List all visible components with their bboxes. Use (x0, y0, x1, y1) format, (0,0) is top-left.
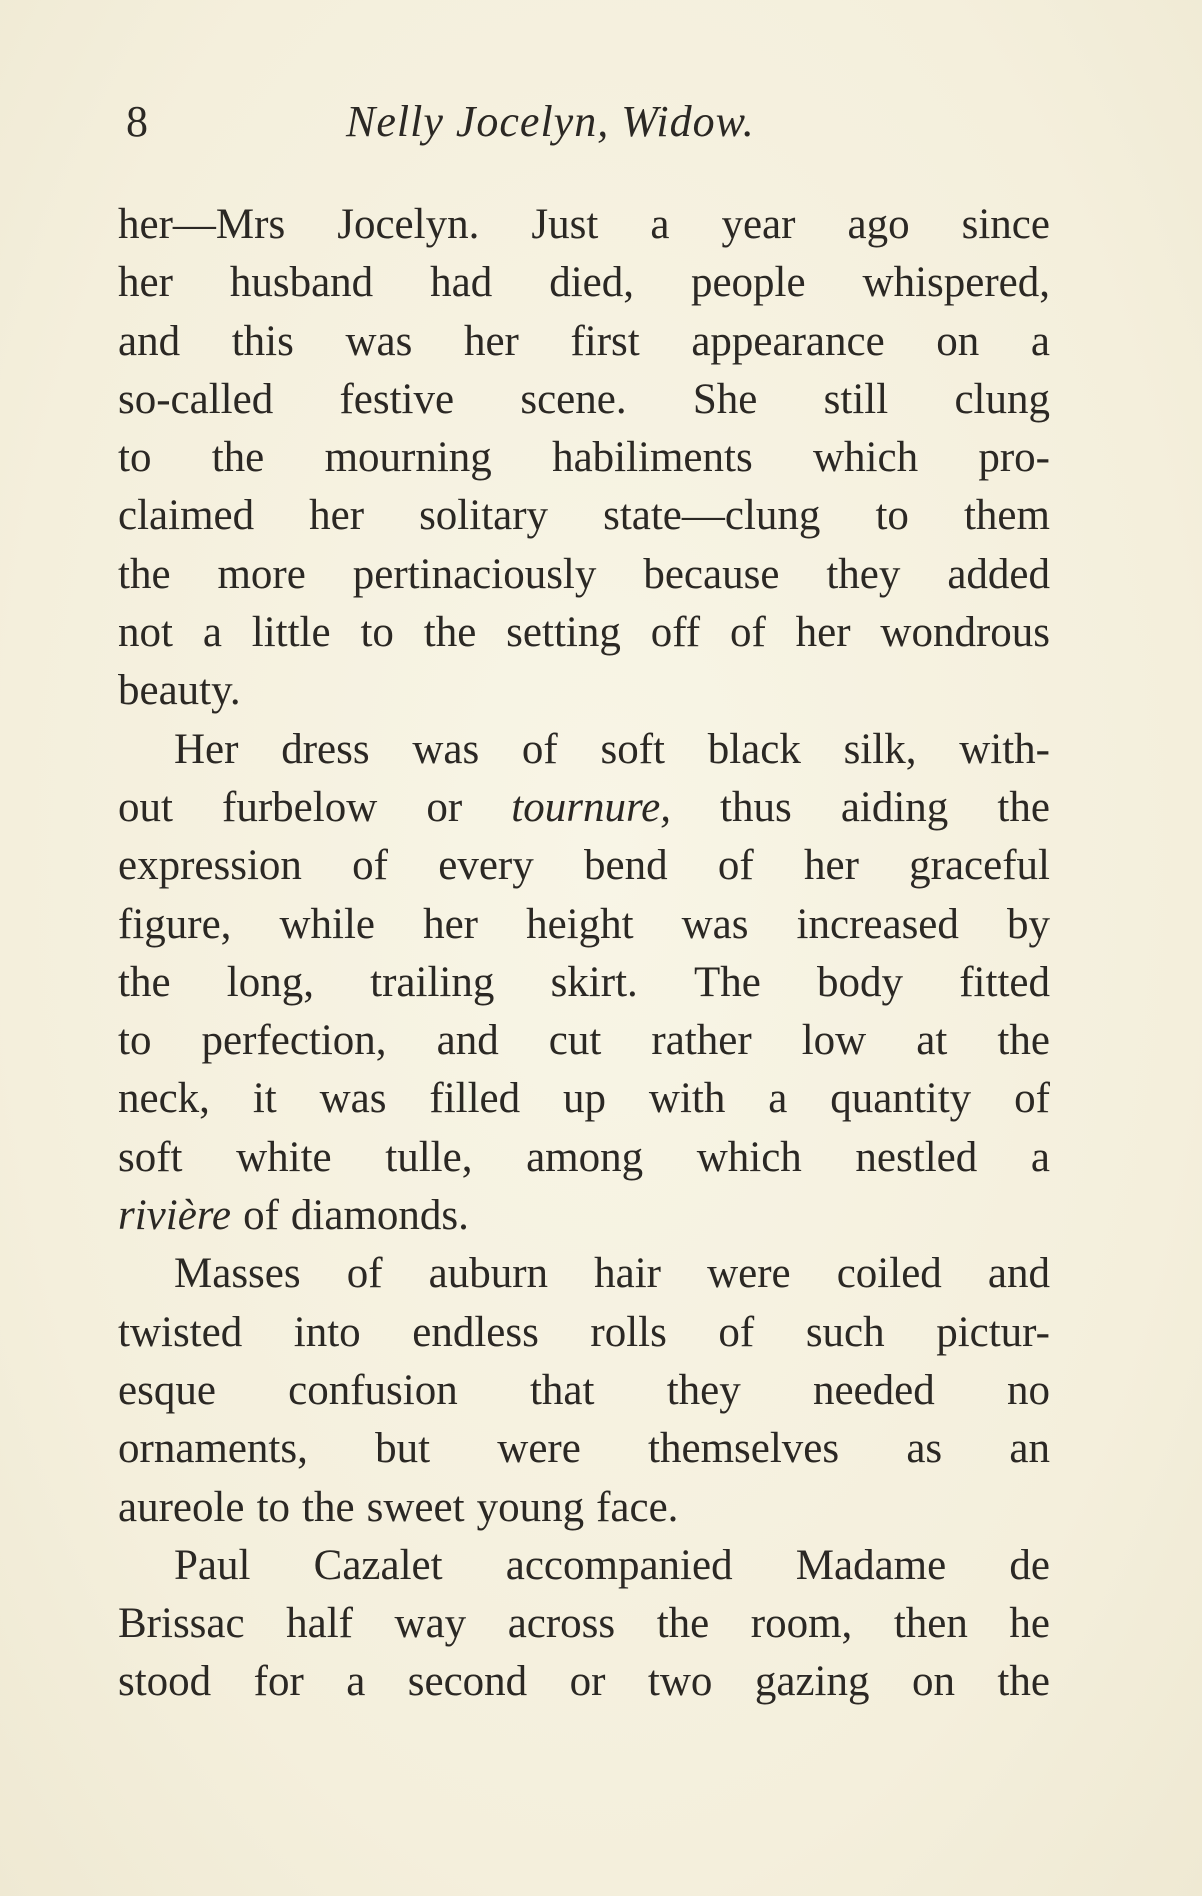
word: She (692, 375, 758, 423)
word: state—clung (603, 492, 821, 540)
word: had (430, 259, 493, 307)
text-line (118, 954, 1050, 1012)
text-line (118, 1362, 1050, 1420)
word: young (476, 1483, 585, 1531)
word: low (801, 1017, 867, 1065)
word: which (696, 1133, 802, 1181)
word: that (529, 1366, 595, 1414)
word: height (526, 900, 634, 948)
running-head (118, 92, 1058, 152)
word: solitary (419, 492, 549, 540)
word: and (118, 317, 181, 365)
word: her (423, 900, 478, 948)
word: ago (847, 201, 910, 248)
word: not (118, 609, 173, 657)
body-text (118, 196, 1050, 1712)
text-line (118, 1479, 1050, 1537)
word: was (319, 1075, 387, 1123)
word: twisted (118, 1308, 243, 1356)
word: filled (429, 1075, 521, 1123)
word: which (812, 434, 919, 482)
word: her—Mrs (118, 201, 286, 248)
word: husband (229, 259, 374, 307)
word: Jocelyn. (337, 201, 480, 248)
word: her (463, 317, 519, 365)
text-line (118, 1653, 1050, 1711)
word: setting (506, 609, 621, 657)
word: were (707, 1250, 791, 1298)
word: such (805, 1308, 885, 1356)
word: her (118, 259, 173, 307)
word: to (360, 609, 394, 657)
word: ornaments, (118, 1425, 308, 1473)
word: her (803, 842, 859, 890)
word: them (963, 492, 1050, 540)
word: he (1009, 1600, 1050, 1648)
text-line (118, 313, 1050, 371)
word: trailing (370, 958, 495, 1006)
text-line (118, 371, 1050, 429)
word: dress (281, 725, 370, 773)
word: first (570, 317, 640, 365)
text-line (118, 254, 1050, 312)
text-line (118, 1537, 1050, 1595)
word: Just (531, 201, 599, 248)
word: Brissac (118, 1600, 245, 1648)
word: furbelow (222, 783, 378, 831)
word: every (438, 842, 534, 890)
word: tournure, (511, 783, 671, 831)
word: at (916, 1017, 948, 1065)
word: skirt. (550, 958, 638, 1006)
word: across (507, 1600, 616, 1648)
word: Cazalet (313, 1541, 443, 1589)
text-line (118, 662, 1050, 720)
word: it (252, 1075, 277, 1123)
word: needed (812, 1366, 935, 1414)
word: so-called (118, 375, 274, 423)
word: since (961, 201, 1050, 248)
word: cut (548, 1017, 602, 1065)
word: appearance (691, 317, 885, 365)
word: nestled (855, 1133, 978, 1181)
word: rolls (590, 1308, 667, 1356)
word: the (302, 1483, 355, 1531)
word: accompanied (505, 1541, 733, 1589)
word: this (231, 317, 294, 365)
word: aureole (118, 1483, 245, 1531)
word: figure, (118, 900, 232, 948)
word: to (118, 1017, 152, 1065)
word: coiled (836, 1250, 942, 1298)
word: beauty. (118, 667, 241, 715)
word: to (118, 434, 152, 482)
word: of (243, 1192, 279, 1240)
text-line (118, 546, 1050, 604)
word: then (893, 1600, 968, 1648)
word: for (253, 1658, 304, 1706)
word: was (345, 317, 413, 365)
word: soft (118, 1133, 183, 1181)
word: into (293, 1308, 361, 1356)
page-number: 8 (126, 97, 148, 146)
word: white (236, 1133, 332, 1181)
word: by (1006, 900, 1050, 948)
running-title: Nelly Jocelyn, Widow. (346, 97, 755, 146)
text-line (118, 837, 1050, 895)
word: still (823, 375, 889, 423)
word: mourning (324, 434, 492, 482)
word: died, (549, 259, 634, 307)
word: to (256, 1483, 291, 1531)
word: with (648, 1075, 726, 1123)
word: the (997, 783, 1050, 831)
word: the (997, 1017, 1050, 1065)
text-line (118, 487, 1050, 545)
text-line (118, 1420, 1050, 1478)
word: way (394, 1600, 467, 1648)
text-line (118, 196, 1050, 254)
word: silk, (843, 725, 917, 773)
word: festive (339, 375, 455, 423)
word: or (569, 1658, 606, 1706)
word: added (947, 550, 1050, 598)
word: de (1009, 1541, 1050, 1589)
word: because (643, 550, 780, 598)
word: the (118, 550, 171, 598)
word: her (795, 609, 851, 657)
word: a (202, 609, 222, 657)
word: a (1030, 317, 1050, 365)
word: body (817, 958, 904, 1006)
word: two (647, 1658, 713, 1706)
word: people (690, 259, 806, 307)
word: a (768, 1075, 788, 1123)
word: of (1014, 1075, 1050, 1123)
word: no (1006, 1366, 1050, 1414)
word: Paul (174, 1541, 251, 1589)
text-line (118, 1304, 1050, 1362)
word: the (423, 609, 477, 657)
word: whispered, (862, 259, 1050, 307)
word: neck, (118, 1075, 210, 1123)
word: of (718, 1308, 755, 1356)
word: of (521, 725, 558, 773)
word: the (997, 1658, 1050, 1706)
word: off (650, 609, 701, 657)
word: of (729, 609, 766, 657)
word: diamonds. (290, 1192, 469, 1240)
word: little (251, 609, 331, 657)
word: or (426, 783, 463, 831)
word: the (118, 958, 171, 1006)
word: an (1009, 1425, 1050, 1473)
word: were (497, 1425, 581, 1473)
word: aiding (840, 783, 949, 831)
word: black (707, 725, 801, 773)
text-line (118, 1245, 1050, 1303)
text-line (118, 604, 1050, 662)
word: and (436, 1017, 499, 1065)
word: rather (651, 1017, 752, 1065)
word: on (911, 1658, 955, 1706)
word: fitted (959, 958, 1050, 1006)
word: pro- (978, 434, 1050, 482)
word: thus (720, 783, 792, 831)
word: of (717, 842, 754, 890)
word: pictur- (936, 1308, 1050, 1356)
word: themselves (648, 1425, 840, 1473)
word: claimed (118, 492, 255, 540)
word: bend (584, 842, 668, 890)
word: out (118, 783, 173, 831)
word: more (217, 550, 306, 598)
word: second (407, 1658, 528, 1706)
word: while (279, 900, 376, 948)
word: confusion (288, 1366, 458, 1414)
word: endless (412, 1308, 539, 1356)
word: but (375, 1425, 431, 1473)
word: the (211, 434, 265, 482)
word: gazing (754, 1658, 870, 1706)
word: a (650, 201, 670, 248)
word: increased (796, 900, 959, 948)
word: Her (174, 725, 239, 773)
word: was (681, 900, 749, 948)
word: long, (226, 958, 314, 1006)
word: up (563, 1075, 607, 1123)
word: they (666, 1366, 741, 1414)
word: her (309, 492, 365, 540)
word: of (346, 1250, 383, 1298)
word: they (826, 550, 901, 598)
word: half (286, 1600, 353, 1648)
word: clung (954, 375, 1050, 423)
word: scene. (520, 375, 627, 423)
word: quantity (830, 1075, 972, 1123)
word: expression (118, 842, 302, 890)
text-line (118, 721, 1050, 779)
word: Masses (174, 1250, 301, 1298)
word: habiliments (552, 434, 753, 482)
word: The (693, 958, 761, 1006)
word: and (987, 1250, 1050, 1298)
word: as (906, 1425, 943, 1473)
word: was (412, 725, 480, 773)
word: stood (118, 1658, 212, 1706)
text-line (118, 429, 1050, 487)
word: pertinaciously (352, 550, 597, 598)
word: esque (118, 1366, 216, 1414)
word: perfection, (201, 1017, 387, 1065)
word: a (346, 1658, 366, 1706)
word: the (656, 1600, 710, 1648)
text-line (118, 1129, 1050, 1187)
word: a (1030, 1133, 1050, 1181)
word: sweet (366, 1483, 465, 1531)
word: hair (594, 1250, 661, 1298)
word: face. (596, 1483, 679, 1531)
text-line (118, 1012, 1050, 1070)
word: among (526, 1133, 644, 1181)
text-line (118, 896, 1050, 954)
word: with- (959, 725, 1050, 773)
word: soft (600, 725, 665, 773)
word: wondrous (880, 609, 1050, 657)
word: room, (750, 1600, 853, 1648)
word: of (352, 842, 388, 890)
text-line (118, 1070, 1050, 1128)
word: on (936, 317, 980, 365)
text-line (118, 1187, 1050, 1245)
word: tulle, (385, 1133, 473, 1181)
text-line (118, 779, 1050, 837)
word: to (875, 492, 909, 540)
text-line (118, 1595, 1050, 1653)
word: graceful (909, 842, 1050, 890)
word: year (721, 201, 796, 248)
word: auburn (428, 1250, 549, 1298)
word: Madame (795, 1541, 947, 1589)
word: rivière (118, 1192, 232, 1240)
